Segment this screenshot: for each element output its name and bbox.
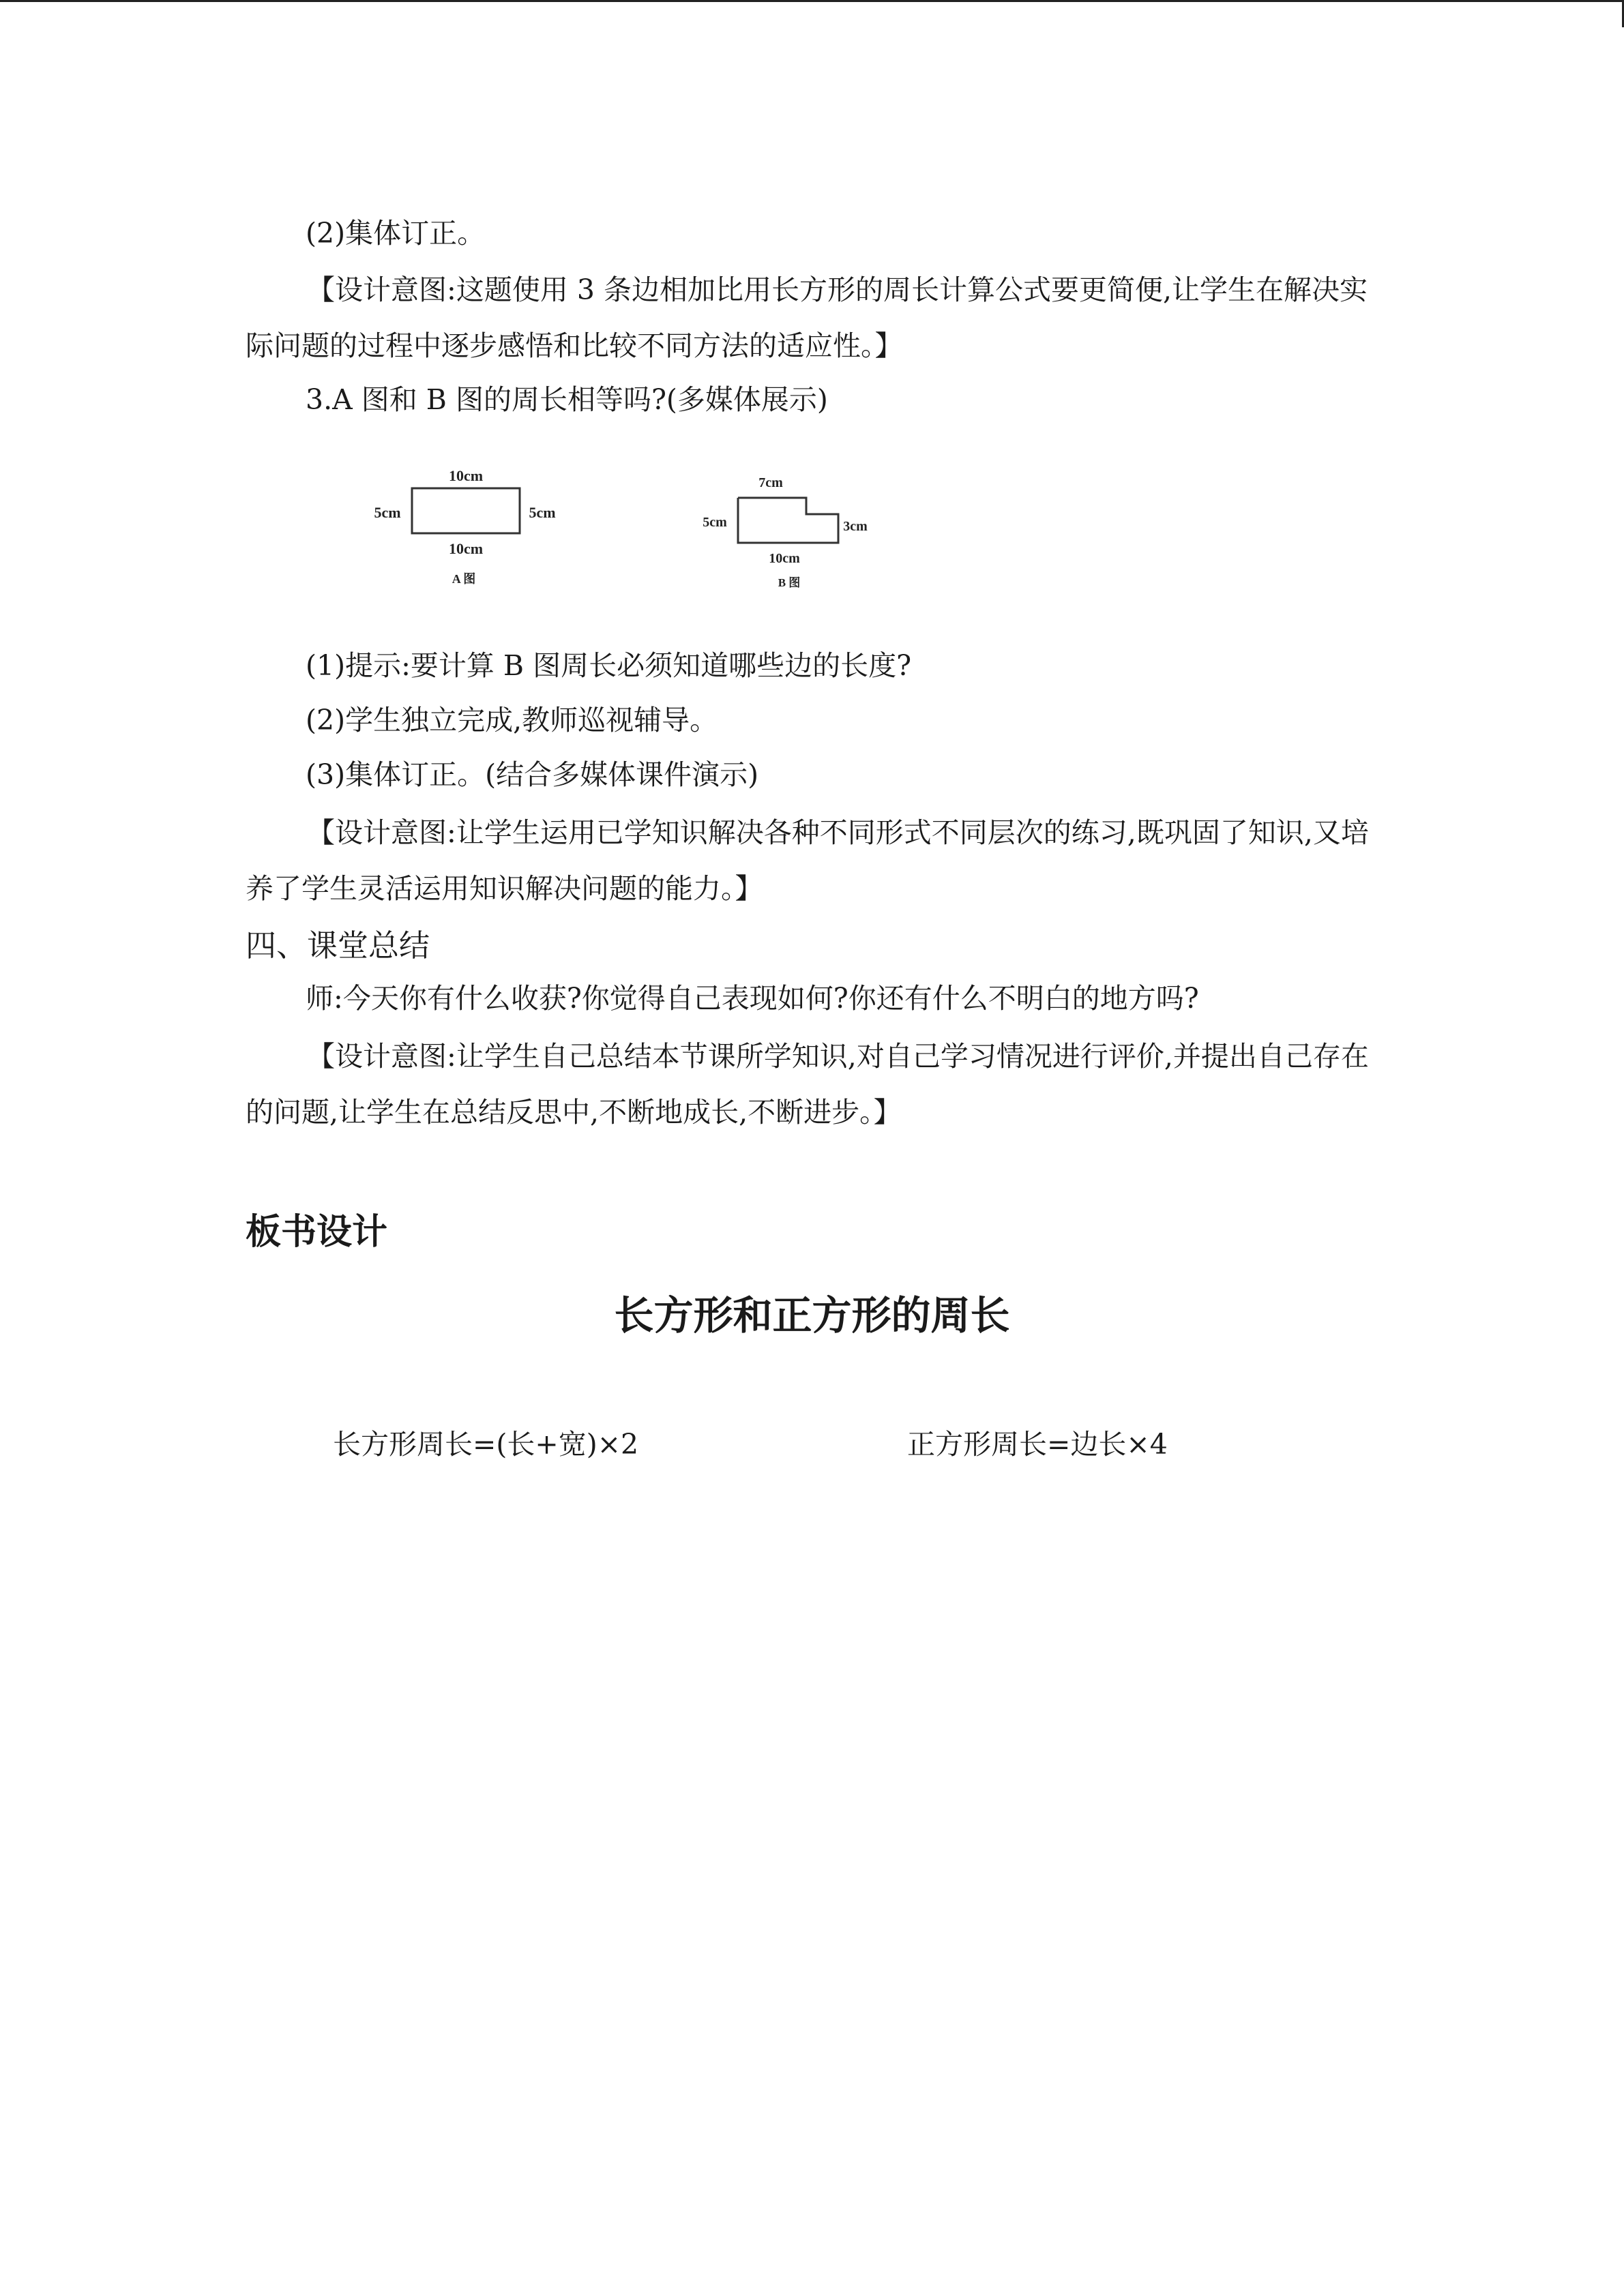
design-intent-1: 【设计意图:这题使用 3 条边相加比用长方形的周长计算公式要更简便,让学生在解决实际问题的过程中逐步感悟和比较不同方法的适应性。】 <box>246 273 1368 362</box>
figure-a <box>361 457 580 596</box>
summary-heading: 四、课堂总结 <box>246 927 430 964</box>
rectangle-perimeter-formula: 长方形周长=(长+宽)×2 <box>333 1428 639 1461</box>
step-3-correction: (3)集体订正。(结合多媒体课件演示) <box>306 758 759 791</box>
teacher-question: 师:今天你有什么收获?你觉得自己表现如何?你还有什么不明白的地方吗? <box>306 982 1199 1015</box>
square-perimeter-formula: 正方形周长=边长×4 <box>907 1428 1168 1461</box>
question-3: 3.A 图和 B 图的周长相等吗?(多媒体展示) <box>306 383 828 416</box>
fig-a-top-label: 10cm <box>448 467 484 484</box>
board-design-heading: 板书设计 <box>246 1212 388 1253</box>
design-intent-2: 【设计意图:让学生运用已学知识解决各种不同形式不同层次的练习,既巩固了知识,又培养了学生灵活运用知识解决问题的能力。】 <box>246 816 1369 905</box>
board-title: 长方形和正方形的周长 <box>614 1292 1010 1339</box>
item-2-correction: (2)集体订正。 <box>306 217 486 250</box>
design-intent-3: 【设计意图:让学生自己总结本节课所学知识,对自己学习情况进行评价,并提出自己存在的问题,让学生在总结反思中,不断地成长,不断进步。】 <box>246 1040 1369 1129</box>
page-top-border <box>0 0 1624 2</box>
shape-b-outline <box>738 498 838 543</box>
fig-b-top-label: 7cm <box>758 475 783 490</box>
fig-b-bottom-label: 10cm <box>769 551 800 566</box>
fig-a-left-label: 5cm <box>374 504 401 521</box>
rectangle-a-shape <box>412 488 520 533</box>
fig-b-right-label: 3cm <box>843 519 868 534</box>
fig-b-caption: B 图 <box>778 576 801 589</box>
fig-b-left-label: 5cm <box>703 515 727 530</box>
figure-b <box>689 464 907 603</box>
fig-a-caption: A 图 <box>452 572 476 586</box>
fig-a-bottom-label: 10cm <box>448 540 484 557</box>
step-1-hint: (1)提示:要计算 B 图周长必须知道哪些边的长度? <box>306 649 912 682</box>
fig-a-right-label: 5cm <box>529 504 556 521</box>
step-2-independent: (2)学生独立完成,教师巡视辅导。 <box>306 704 718 736</box>
